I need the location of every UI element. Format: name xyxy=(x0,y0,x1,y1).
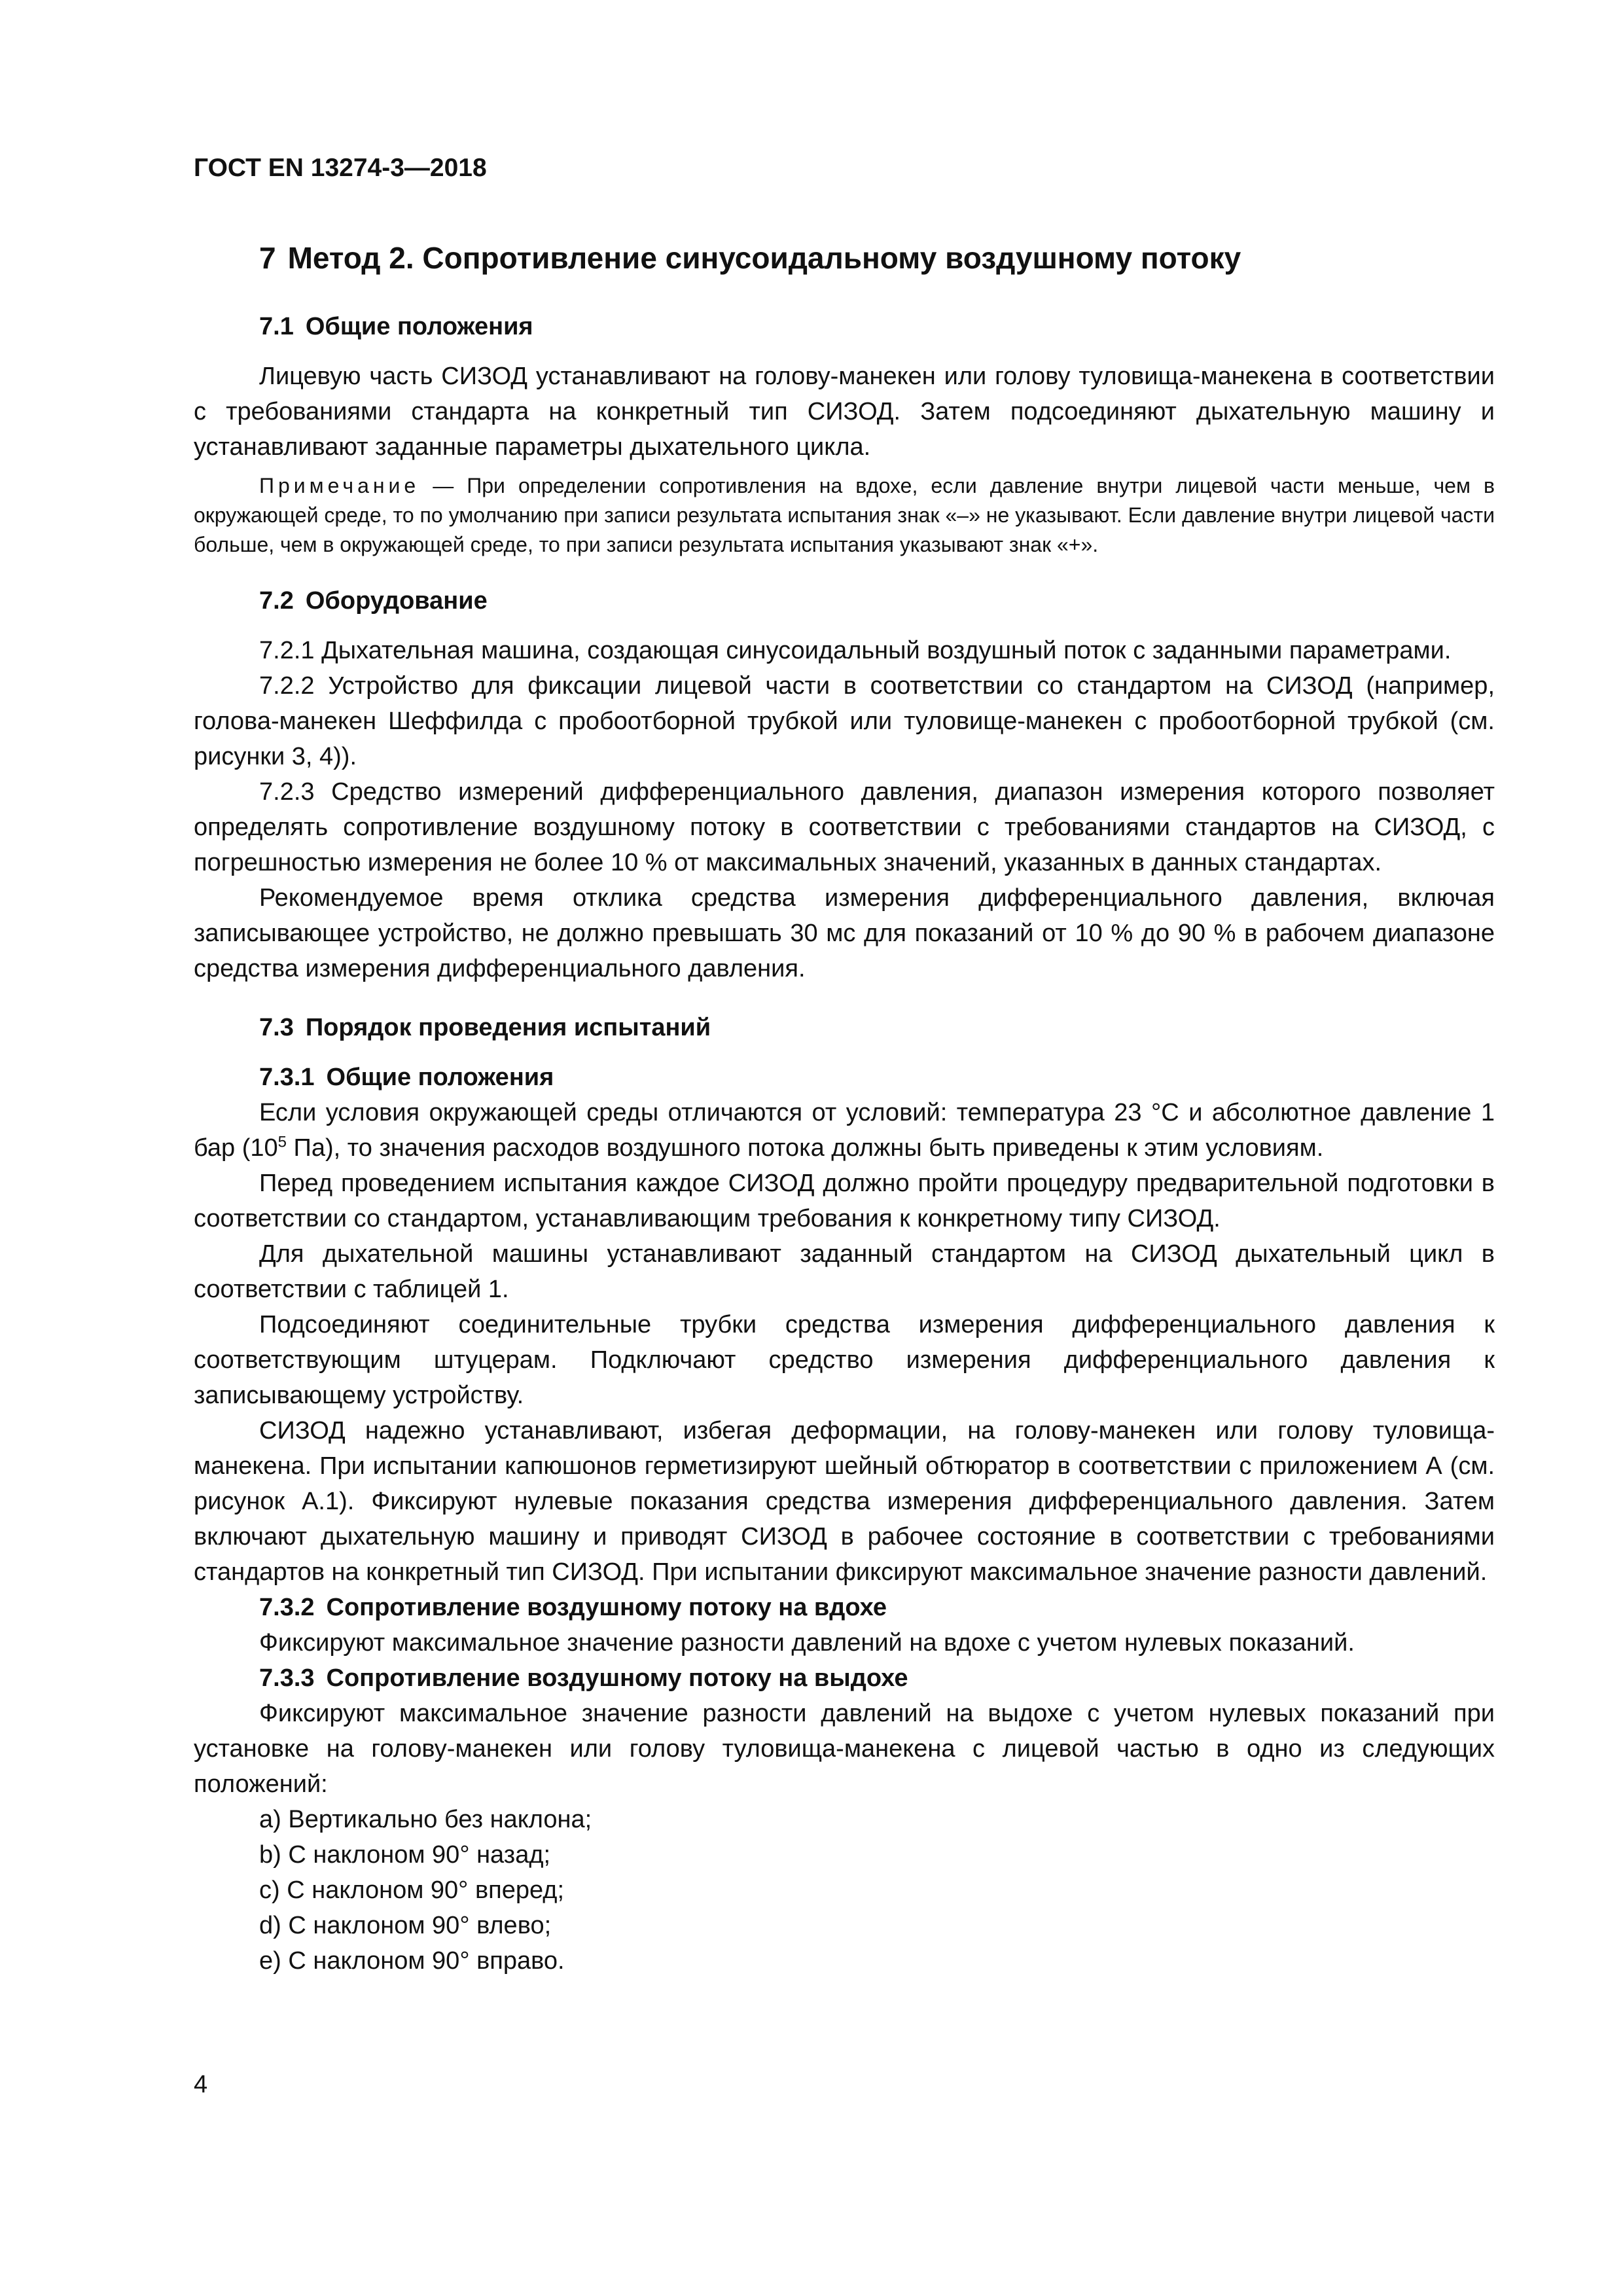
page-number: 4 xyxy=(194,2071,208,2098)
superscript: 5 xyxy=(277,1133,287,1151)
text-part: Па), то значения расходов воздушного потока должны быть приведены к этим условиям. xyxy=(287,1134,1324,1162)
section-7-heading xyxy=(194,238,1495,278)
paragraph xyxy=(194,1095,1495,1166)
subsection-title: Сопротивление воздушному потоку на выдохе xyxy=(326,1664,908,1692)
section-number: 7 xyxy=(259,241,276,275)
subsection-title: Общие положения xyxy=(326,1064,554,1091)
paragraph: 7.2.2 Устройство для фиксации лицевой части в соответствии со стандартом на СИЗОД (например, голова-манекен Шеффилда с пробоотборной трубкой или туловище-манекен с пробоотборной трубкой (см. рисунки 3, 4)). xyxy=(194,672,1495,770)
paragraph: Перед проведением испытания каждое СИЗОД должно пройти процедуру предварительной подготовки в соответствии со стандартом, устанавливающим требования к конкретному типу СИЗОД. xyxy=(194,1170,1495,1232)
paragraph: СИЗОД надежно устанавливают, избегая деформации, на голову-манекен или голову туловища-манекена. При испытании капюшонов герметизируют шейный обтюратор в соответствии с приложением А (см. рисунок А.1). Фиксируют нулевые показания средства измерения дифференциального давления. Затем включают дыхательную машину и приводят СИЗОД в рабочее состояние в соответствии с требованиями стандартов на конкретный тип СИЗОД. При испытании фиксируют максимальное значение разности давлений. xyxy=(194,1417,1495,1586)
list-item: e) С наклоном 90° вправо. xyxy=(259,1947,565,1975)
text-part: Если условия окружающей среды отличаются от условий: температура 23 °С и абсолютное давление 1 бар (10 xyxy=(194,1099,1495,1162)
note-text: — При определении сопротивления на вдохе, если давление внутри лицевой части меньше, чем в окружающей среде, то по умолчанию при записи результата испытания знак «–» не указывают. Если давление внутри лицевой части больше, чем в окружающей среде, то при записи результата испытания указывают знак «+». xyxy=(194,474,1495,556)
document-code: ГОСТ EN 13274-3—2018 xyxy=(194,154,487,182)
paragraph: 7.2.3 Средство измерений дифференциального давления, диапазон измерения которого позволяет определять сопротивление воздушному потоку в соответствии с требованиями стандартов на СИЗОД, с погрешностью измерения не более 10 % от максимальных значений, указанных в данных стандартах. xyxy=(194,778,1495,876)
subsection-title: Оборудование xyxy=(305,587,488,615)
subsection-7-3-heading xyxy=(194,1010,1495,1045)
note xyxy=(194,471,1495,560)
list-item: c) С наклоном 90° вперед; xyxy=(259,1876,565,1904)
subsection-7-3-1-heading xyxy=(194,1060,1495,1095)
subsection-7-2-heading xyxy=(194,583,1495,619)
subsection-title: Порядок проведения испытаний xyxy=(305,1014,711,1041)
paragraph: 7.2.1 Дыхательная машина, создающая синусоидальный воздушный поток с заданными параметрами. xyxy=(259,637,1452,664)
paragraph: Для дыхательной машины устанавливают заданный стандартом на СИЗОД дыхательный цикл в соответствии с таблицей 1. xyxy=(194,1240,1495,1303)
note-label: Примечание xyxy=(259,474,420,497)
subsection-number: 7.3 xyxy=(259,1014,294,1041)
section-title: Метод 2. Сопротивление синусоидальному воздушному потоку xyxy=(287,241,1241,275)
subsection-number: 7.1 xyxy=(259,313,294,340)
paragraph: Рекомендуемое время отклика средства измерения дифференциального давления, включая записывающее устройство, не должно превышать 30 мс для показаний от 10 % до 90 % в рабочем диапазоне средства измерения дифференциального давления. xyxy=(194,884,1495,982)
paragraph: Фиксируют максимальное значение разности давлений на выдохе с учетом нулевых показаний при установке на голову-манекен или голову туловища-манекена с лицевой частью в одно из следующих положений: xyxy=(194,1700,1495,1798)
list-item: d) С наклоном 90° влево; xyxy=(259,1912,552,1939)
subsection-number: 7.3.2 xyxy=(259,1594,315,1621)
list-item: b) С наклоном 90° назад; xyxy=(259,1841,551,1869)
subsection-title: Общие положения xyxy=(305,313,533,340)
list-item: a) Вертикально без наклона; xyxy=(259,1806,592,1833)
subsection-number: 7.3.1 xyxy=(259,1064,315,1091)
subsection-title: Сопротивление воздушному потоку на вдохе xyxy=(326,1594,887,1621)
subsection-number: 7.2 xyxy=(259,587,294,615)
paragraph: Лицевую часть СИЗОД устанавливают на голову-манекен или голову туловища-манекена в соответствии с требованиями стандарта на конкретный тип СИЗОД. Затем подсоединяют дыхательную машину и устанавливают заданные параметры дыхательного цикла. xyxy=(194,363,1495,461)
paragraph: Фиксируют максимальное значение разности давлений на вдохе с учетом нулевых показаний. xyxy=(259,1629,1355,1657)
subsection-7-3-3-heading xyxy=(194,1660,1495,1696)
subsection-number: 7.3.3 xyxy=(259,1664,315,1692)
page-content xyxy=(194,151,1495,1979)
paragraph: Подсоединяют соединительные трубки средства измерения дифференциального давления к соответствующим штуцерам. Подключают средство измерения дифференциального давления к записывающему устройству. xyxy=(194,1311,1495,1409)
subsection-7-3-2-heading xyxy=(194,1590,1495,1625)
subsection-7-1-heading xyxy=(194,309,1495,344)
